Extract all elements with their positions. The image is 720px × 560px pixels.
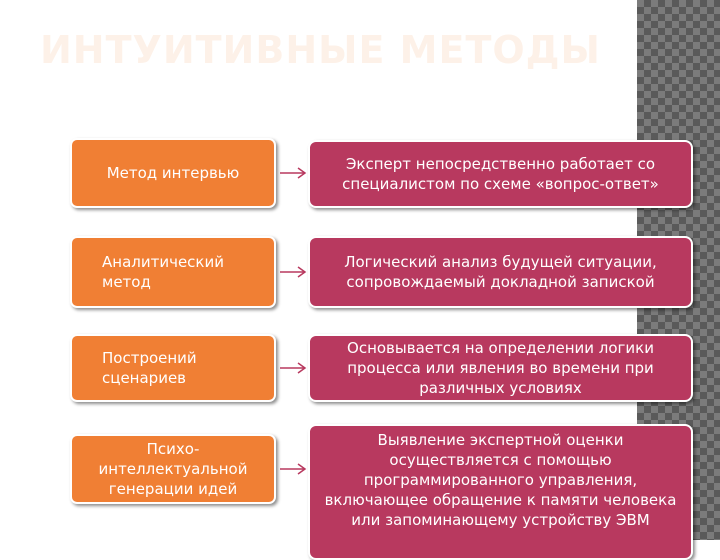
arrow-row-2: [280, 267, 305, 277]
method-label: Психо-интеллектуальной генерации идей: [98, 440, 248, 498]
description-text: Выявление экспертной оценки осуществляется с помощью программированного управления, включающее обращение к памяти человека или запоминающему устройству ЭВМ: [324, 431, 677, 529]
method-label: Аналитический метод: [102, 253, 224, 291]
method-label: Построений сценариев: [102, 349, 197, 387]
description-text: Основывается на определении логики процесса или явления во времени при различных условиях: [347, 339, 654, 397]
description-text: Эксперт непосредственно работает со специалистом по схеме «вопрос-ответ»: [342, 155, 659, 193]
method-label: Метод интервью: [106, 164, 240, 182]
arrow-row-1: [280, 168, 305, 178]
slide-title: ИНТУИТИВНЫЕ МЕТОДЫ: [40, 28, 601, 72]
arrow-row-3: [280, 363, 305, 373]
arrow-row-4: [280, 464, 305, 474]
description-text: Логический анализ будущей ситуации, сопровождаемый докладной запиской: [344, 253, 657, 291]
